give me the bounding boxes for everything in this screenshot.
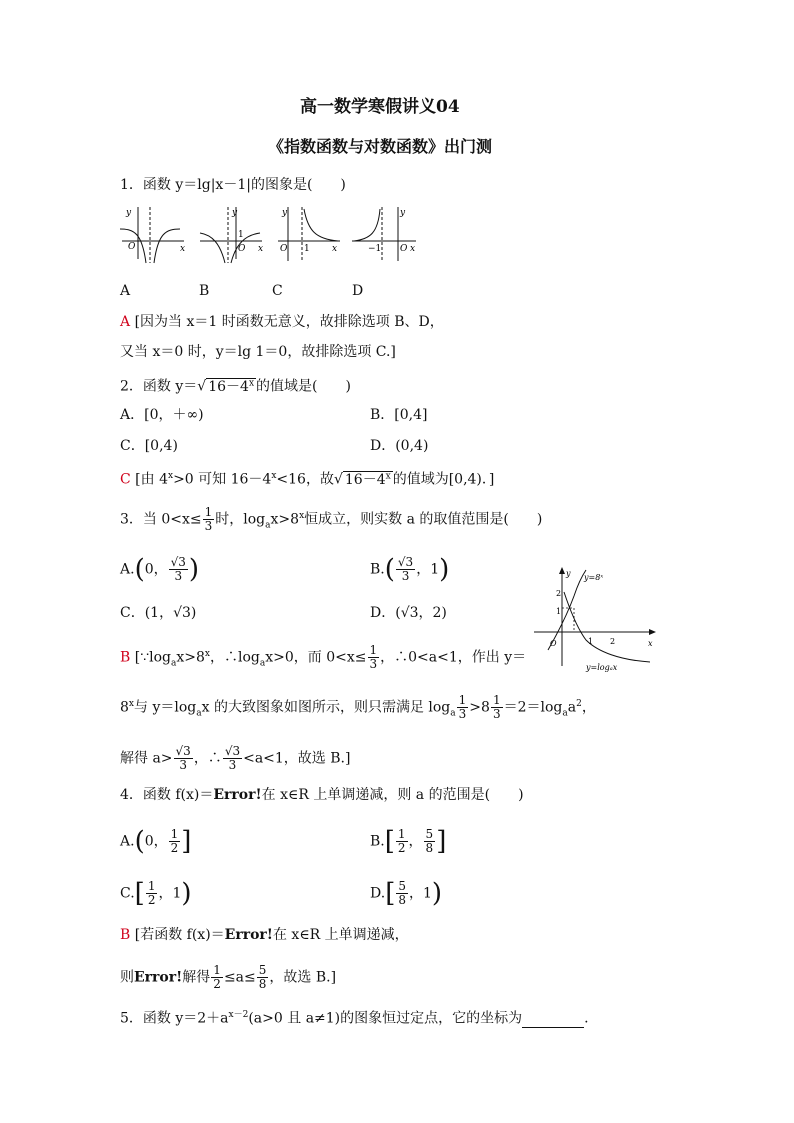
q1-letter-c: C <box>272 283 283 299</box>
svg-text:O: O <box>238 244 246 254</box>
q2-stem: 2．函数 y＝√ $16-4^x$ 的值域是( ) <box>120 378 351 395</box>
q1-answer-line2: 又当 x＝0 时，y＝lg 1＝0，故排除选项 C.] <box>120 344 396 360</box>
q3-option-c: C．(1，√3) <box>120 605 197 621</box>
q3-answer-letter: B <box>120 649 131 666</box>
q3-option-a: A.(0， $\frac{√3}{3}$ ) <box>120 554 200 585</box>
svg-text:x: x <box>410 244 416 254</box>
page-title: 高一数学寒假讲义04 <box>300 97 460 117</box>
q1-answer-letter: A <box>120 314 131 330</box>
q4-answer-line2: 则Error!解得 $\frac{1}{2}$ ≤a≤ $\frac{5}{8}$ ，故选 B.] <box>120 963 337 991</box>
svg-text:y: y <box>126 208 132 218</box>
fraction-one-third: $\frac{1}{3}$ <box>204 505 213 533</box>
svg-text:O: O <box>400 244 408 254</box>
svg-text:2: 2 <box>556 589 562 598</box>
q1-letter-a: A <box>120 283 131 299</box>
svg-text:1: 1 <box>588 637 594 646</box>
svg-text:2: 2 <box>610 637 616 646</box>
svg-text:1: 1 <box>238 230 244 240</box>
svg-text:y=8ˣ: y=8ˣ <box>584 573 604 582</box>
answer-blank[interactable] <box>522 1013 584 1028</box>
svg-text:y: y <box>566 569 571 578</box>
svg-text:O: O <box>128 242 136 252</box>
q2-option-a: A．[0，＋∞) <box>120 407 204 423</box>
q2-answer: C [由 $4^x>0$ 可知 $16-4^x<16$，故√ $16-4^x$ 的值域为[0,4)．] <box>120 471 495 488</box>
q4-option-d: D.[ $\frac{5}{8}$ ，1) <box>370 878 443 909</box>
q1-stem: 1．函数 y＝lg|x－1|的图象是( ) <box>120 177 346 193</box>
q1-answer-line1: A [因为当 x＝1 时函数无意义，故排除选项 B、D， <box>120 314 444 330</box>
svg-text:x: x <box>180 244 186 254</box>
svg-text:1: 1 <box>304 244 310 254</box>
svg-text:y: y <box>232 208 238 218</box>
q2-option-b: B．[0,4] <box>370 407 428 423</box>
q4-answer-letter: B <box>120 927 131 943</box>
q2-option-d: D．(0,4) <box>370 438 429 454</box>
svg-text:O: O <box>550 639 557 648</box>
q3-stem: 3．当 0<x≤ $\frac{1}{3}$ 时，$\log_ax>8^x$恒成立，则实数 a 的取值范围是( ) <box>120 505 543 533</box>
svg-text:y: y <box>400 208 406 218</box>
q1-graphs <box>118 203 418 269</box>
q3-answer-line1: B [$\because\log_ax>8^x$，$\therefore\log_ax>0$，而 0<x≤ $\frac{1}{3}$ ，∴0<a<1，作出 y＝ <box>120 643 527 671</box>
q2-answer-letter: C <box>120 471 131 488</box>
q3-option-d: D．(√3，2) <box>370 605 447 621</box>
q4-stem: 4．函数 f(x)＝Error!在 x∈R 上单调递减，则 a 的范围是( ) <box>120 787 524 803</box>
svg-text:y: y <box>282 208 288 218</box>
q1-graph-b <box>200 207 263 263</box>
svg-text:−1: −1 <box>368 244 382 254</box>
q1-letter-b: B <box>199 283 210 299</box>
q3-option-b: B.( $\frac{√3}{3}$ ，1) <box>370 554 450 585</box>
q1-graph-a <box>120 207 185 263</box>
q1-graph-d <box>352 207 416 261</box>
svg-text:1: 1 <box>556 607 562 616</box>
q5-stem: 5．函数 $y=2+a^{x-2}(a>0$ 且 a≠1)的图象恒过定点，它的坐标为 . <box>120 1010 589 1027</box>
q1-letter-d: D <box>352 283 364 299</box>
q4-option-c: C.[ $\frac{1}{2}$ ，1) <box>120 878 192 909</box>
svg-text:x: x <box>648 639 653 648</box>
q4-answer-line1: B [若函数 f(x)＝Error!在 x∈R 上单调递减， <box>120 927 409 943</box>
svg-text:x: x <box>258 244 264 254</box>
q3-graph <box>530 566 660 672</box>
q3-answer-line2: 8$^x$与 $y=\log_ax$ 的大致图象如图所示，则只需满足 $\log_a$ $\frac{1}{3}$ >8 $\frac{1}{3}$ $=2=\log_aa^2$， <box>120 693 596 721</box>
svg-text:O: O <box>280 244 288 254</box>
q4-option-a: A.(0， $\frac{1}{2}$ ] <box>120 826 192 857</box>
q2-option-c: C．[0,4) <box>120 438 178 454</box>
page-subtitle: 《指数函数与对数函数》出门测 <box>268 137 493 156</box>
q3-answer-line3: 解得 a> $\frac{√3}{3}$ ，∴ $\frac{√3}{3}$ <a<1，故选 B.] <box>120 744 351 772</box>
q1-graph-c <box>278 207 340 261</box>
q4-option-b: B.[ $\frac{1}{2}$ ， $\frac{5}{8}$ ] <box>370 826 447 857</box>
svg-text:y=logₐx: y=logₐx <box>586 663 618 672</box>
svg-text:x: x <box>332 244 338 254</box>
